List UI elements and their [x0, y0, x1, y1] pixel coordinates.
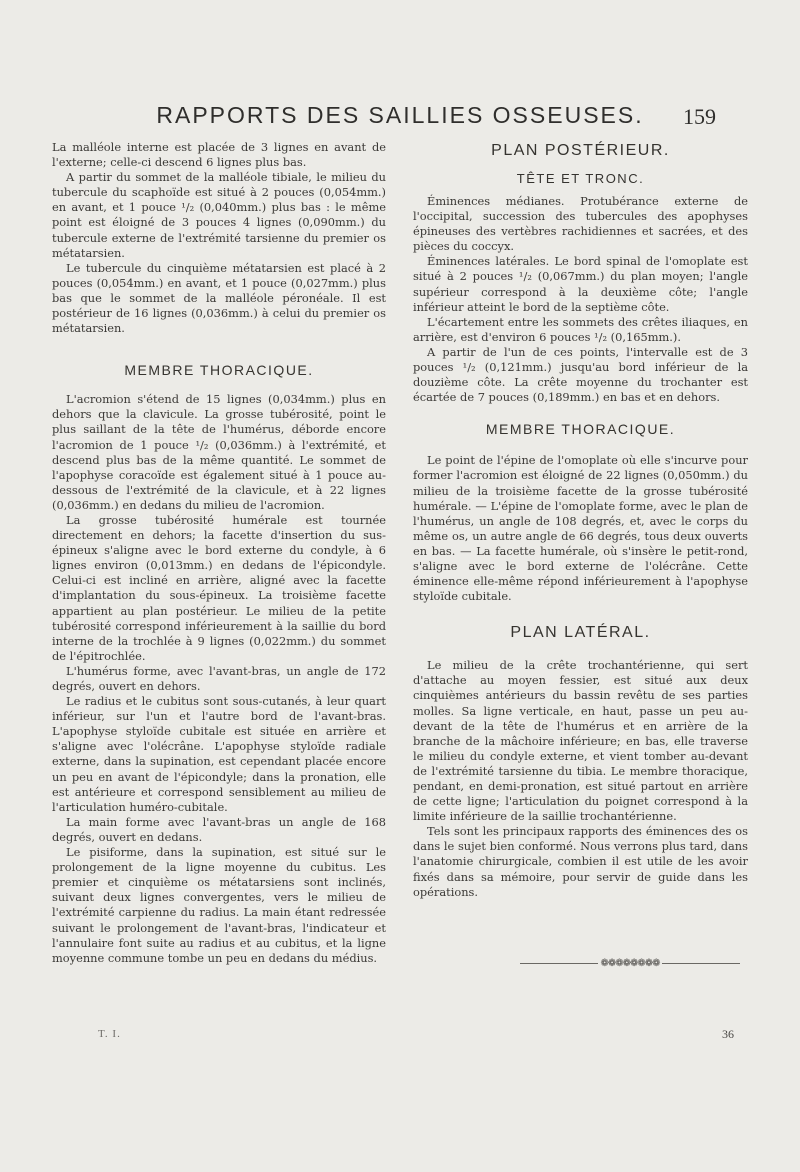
paragraph: A partir du sommet de la malléole tibiale, le milieu du tubercule du scaphoïde est situé à 2 pouces (0,054mm.) en avant, et 1 pouce ¹/₂ (0,040mm.) plus bas : le même point est éloigné de 3 pouces 4 lignes (0,090mm.) du tubercule externe de l'extrémité tarsienne du premier os métatarsien. [52, 170, 386, 260]
paragraph: Le radius et le cubitus sont sous-cutanés, à leur quart inférieur, sur l'un et l'autre bord de l'avant-bras. L'apophyse styloïde cubitale est située en arrière et s'aligne avec l'olécrâne. L'apophyse styloïde radiale externe, dans la supination, est cependant placée encore un peu en avant de l'épicondyle; dans la pronation, elle est antérieure et correspond sensiblement au milieu de l'articulation huméro-cubitale. [52, 694, 386, 814]
paragraph: Le point de l'épine de l'omoplate où elle s'incurve pour former l'acromion est éloigné de 22 lignes (0,050mm.) du milieu de la troisième facette de la grosse tubérosité humérale. — L'épine de l'omoplate forme, avec le plan de l'humérus, un angle de 108 degrés, et, avec le corps du même os, un autre angle de 66 degrés, tous deux ouverts en bas. — La facette humérale, où s'insère le petit-rond, s'aligne avec le bord externe de l'olécrâne. Cette éminence elle-même répond inférieurement à l'apophyse styloïde cubitale. [413, 453, 748, 604]
paragraph: L'écartement entre les sommets des crêtes iliaques, en arrière, est d'environ 6 pouces ¹/₂ (0,165mm.). [413, 314, 748, 344]
ornament-rule-left [520, 963, 598, 964]
sheet-number: 36 [722, 1027, 734, 1041]
section-heading: MEMBRE THORACIQUE. [124, 362, 314, 379]
signature-mark: T. I. [98, 1028, 121, 1040]
paragraph: La main forme avec l'avant-bras un angle de 168 degrés, ouvert en dedans. [52, 814, 386, 844]
page-number: 159 [683, 104, 716, 129]
ornament-knots-icon: ❁❁❁❁❁❁❁❁ [600, 957, 660, 969]
section-heading: PLAN LATÉRAL. [510, 624, 651, 642]
paragraph: L'acromion s'étend de 15 lignes (0,034mm.) plus en dehors que la clavicule. La grosse tubérosité, point le plus saillant de la tête de l'humérus, déborde encore l'acromion de 1 pouce ¹/₂ (0,036mm.) à l'extrémité, et descend plus bas de la même quantité. Le sommet de l'apophyse coracoïde est également situé à 1 pouce au-dessous de l'extrémité de la clavicule, et à 22 lignes (0,036mm.) en dedans du milieu de l'acromion. [52, 392, 386, 512]
section-heading: PLAN POSTÉRIEUR. [491, 142, 670, 159]
left-column [52, 140, 386, 966]
running-title: RAPPORTS DES SAILLIES OSSEUSES. [156, 102, 644, 128]
subsection-heading: TÊTE ET TRONC. [516, 171, 645, 186]
paragraph: La grosse tubérosité humérale est tournée directement en dehors; la facette d'insertion du sus-épineux s'aligne avec le bord externe du condyle, à 6 lignes environ (0,013mm.) en dedans de l'épicondyle. Celui-ci est incliné en arrière, aligné avec la facette d'implantation du sous-épineux. La troisième facette appartient au plan postérieur. Le milieu de la petite tubérosité correspond inférieurement à la saillie du bord interne de la trochlée à 9 lignes (0,022mm.) du sommet de l'épitrochlée. [52, 512, 386, 663]
paragraph: L'humérus forme, avec l'avant-bras, un angle de 172 degrés, ouvert en dehors. [52, 663, 386, 693]
paragraph: A partir de l'un de ces points, l'intervalle est de 3 pouces ¹/₂ (0,121mm.) jusqu'au bord inférieur de la douzième côte. La crête moyenne du trochanter est écartée de 7 pouces (0,189mm.) en bas et en dehors. [413, 344, 748, 405]
right-column [413, 140, 748, 900]
paragraph: Le pisiforme, dans la supination, est situé sur le prolongement de la ligne moyenne du cubitus. Les premier et cinquième os métatarsiens sont inclinés, suivant deux lignes convergentes, vers le milieu de l'extrémité carpienne du radius. La main étant redressée suivant le prolongement de l'avant-bras, l'indicateur et l'annulaire font suite au radius et au cubitus, et la ligne moyenne commune tombe un peu en dedans du médius. [52, 845, 386, 965]
paragraph: Le milieu de la crête trochantérienne, qui sert d'attache au moyen fessier, est situé aux deux cinquièmes antérieurs du bassin revêtu de ses parties molles. Sa ligne verticale, en haut, passe un peu au-devant de la tête de l'humérus et en arrière de la branche de la mâchoire inférieure; en bas, elle traverse le milieu du condyle externe, et vient tomber au-devant de l'extrémité tarsienne du tibia. Le membre thoracique, pendant, en demi-pronation, est situé partout en arrière de cette ligne; l'articulation du poignet correspond à la limite inférieure de la saillie trochantérienne. [413, 658, 748, 824]
end-ornament [520, 958, 740, 968]
section-heading: MEMBRE THORACIQUE. [485, 421, 676, 438]
paragraph: La malléole interne est placée de 3 lignes en avant de l'externe; celle-ci descend 6 lignes plus bas. [52, 140, 386, 170]
paragraph: Le tubercule du cinquième métatarsien est placé à 2 pouces (0,054mm.) en avant, et 1 pouce (0,027mm.) plus bas que le sommet de la malléole péronéale. Il est postérieur de 16 lignes (0,036mm.) à celui du premier os métatarsien. [52, 260, 386, 336]
paragraph: Éminences latérales. Le bord spinal de l'omoplate est situé à 2 pouces ¹/₂ (0,067mm.) du plan moyen; l'angle supérieur correspond à la deuxième côte; l'angle inférieur atteint le bord de la septième côte. [413, 254, 748, 314]
ornament-rule-right [662, 963, 740, 964]
paragraph: Tels sont les principaux rapports des éminences des os dans le sujet bien conformé. Nous verrons plus tard, dans l'anatomie chirurgicale, combien il est utile de les avoir fixés dans sa mémoire, pour servir de guide dans les opérations. [413, 824, 748, 899]
paragraph: Éminences médianes. Protubérance externe de l'occipital, succession des tubercules des apophyses épineuses des vertèbres rachidiennes et sacrées, et des pièces du coccyx. [413, 194, 748, 254]
